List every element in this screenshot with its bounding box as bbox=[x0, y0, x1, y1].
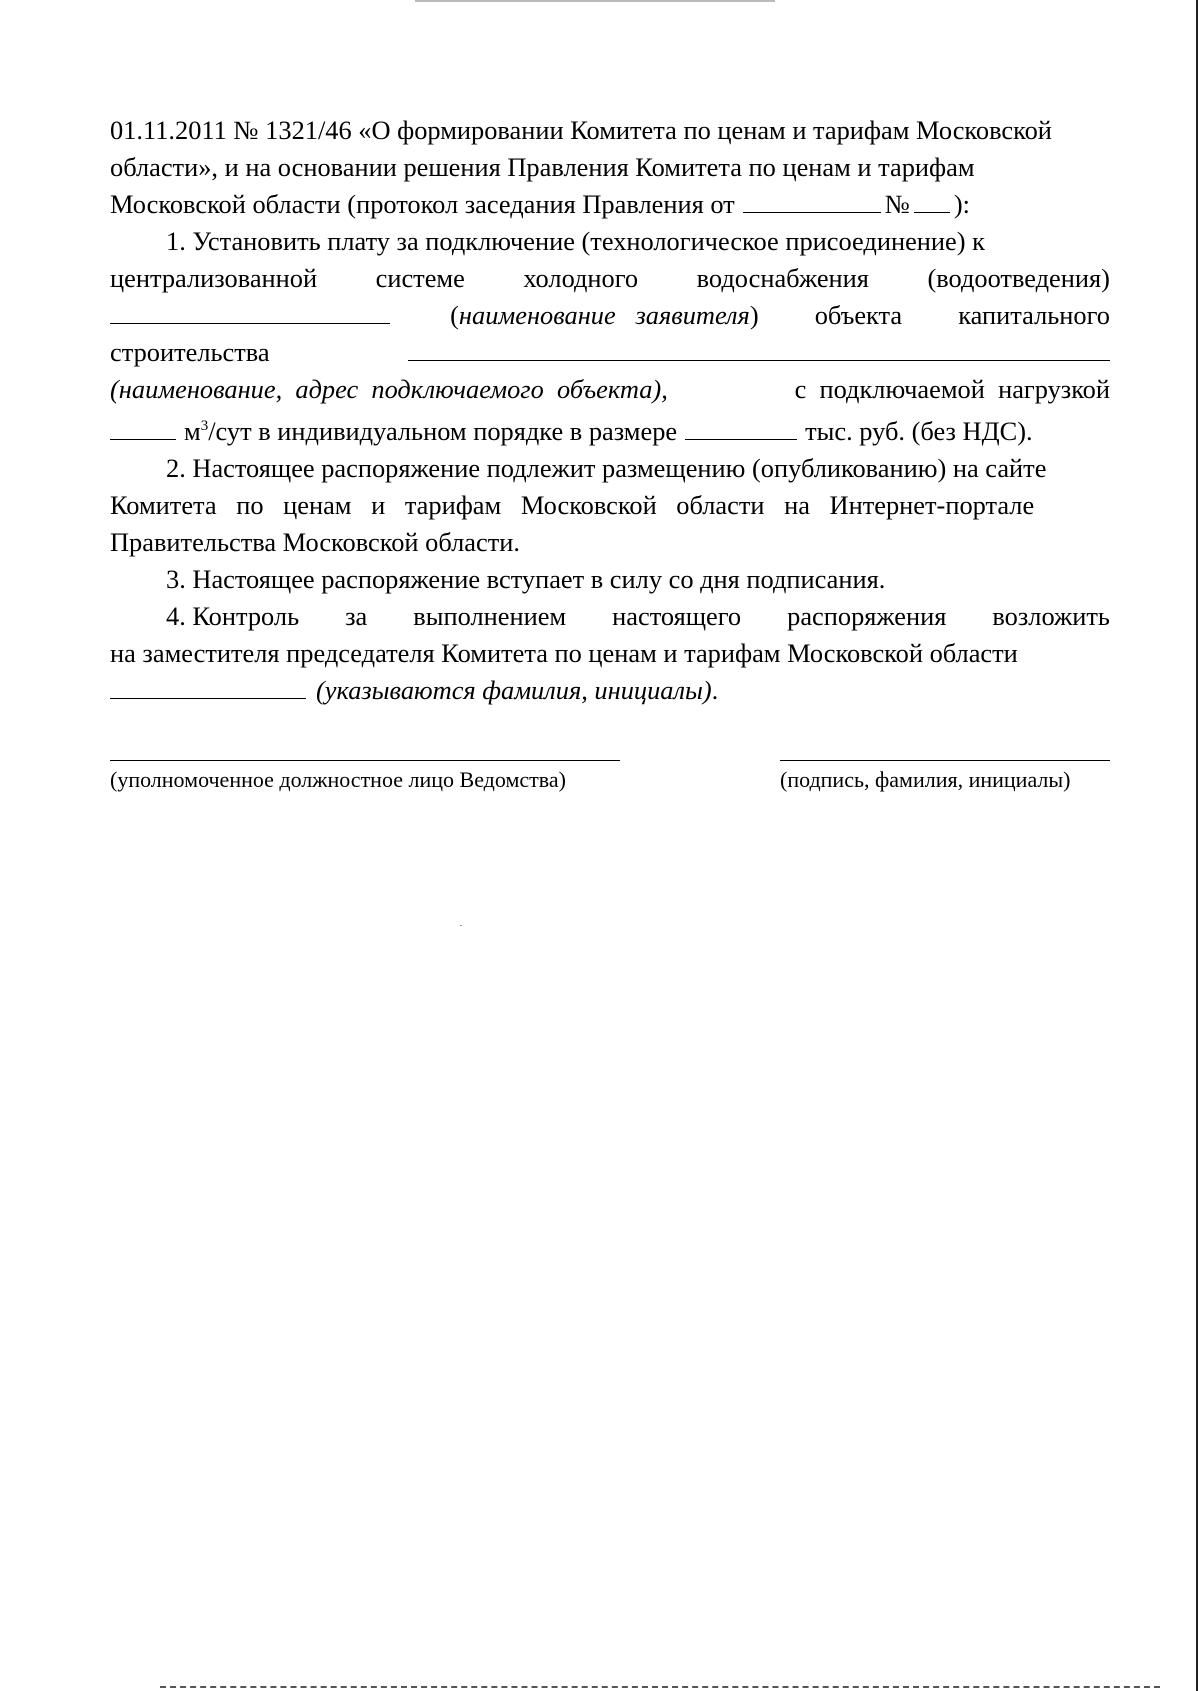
item2-line-2 bbox=[110, 487, 1110, 524]
item3-text-1: 3. Настоящее распоряжение вступает в силу со дня подписания. bbox=[166, 563, 886, 594]
item4-line-2 bbox=[110, 635, 1110, 672]
signature-name-line bbox=[780, 760, 1110, 761]
item1-word: системе bbox=[375, 263, 465, 293]
document-body bbox=[110, 112, 1110, 709]
item-4 bbox=[110, 598, 1110, 709]
item1-line-1 bbox=[110, 223, 1110, 260]
item2-text-3: Правительства Московской области. bbox=[110, 526, 520, 557]
fee-unit: тыс. руб. (без НДС). bbox=[805, 415, 1033, 446]
object-hint: (наименование, адрес подключаемого объекта), bbox=[110, 374, 668, 404]
signature-label: (подпись, фамилия, инициалы) bbox=[780, 767, 1071, 792]
item4-word: возложить bbox=[992, 600, 1110, 631]
item1-line-3 bbox=[110, 297, 1110, 334]
item4-word: настоящего bbox=[612, 600, 742, 631]
item2-text-2: Комитета по ценам и тарифам Московской области на Интернет-портале bbox=[110, 489, 1035, 520]
item2-line-1 bbox=[110, 450, 1110, 487]
applicant-hint: (наименование заявителя) bbox=[450, 300, 759, 330]
item-1 bbox=[110, 223, 1110, 450]
intro-text-2: области», и на основании решения Правления Комитета по ценам и тарифам bbox=[110, 152, 975, 182]
intro-paragraph bbox=[110, 112, 1110, 223]
scan-edge-top bbox=[415, 0, 775, 2]
scan-speck bbox=[460, 925, 462, 926]
item4-line-1 bbox=[110, 598, 1110, 635]
item4-text-2: на заместителя председателя Комитета по ценам и тарифам Московской области bbox=[110, 637, 1018, 668]
item1-word: холодного bbox=[523, 263, 639, 293]
deputy-name-blank bbox=[110, 697, 306, 699]
item1-word: водоснабжения bbox=[696, 263, 869, 293]
item2-text-1: 2. Настоящее распоряжение подлежит размещению (опубликованию) на сайте bbox=[166, 452, 1047, 483]
number-sign: № bbox=[884, 189, 910, 219]
item1-line-6 bbox=[110, 408, 1110, 450]
scan-edge-right bbox=[1196, 0, 1198, 1691]
signature-left bbox=[110, 760, 620, 793]
official-label: (уполномоченное должностное лицо Ведомства) bbox=[110, 767, 566, 792]
item1-word: капитального bbox=[958, 300, 1110, 330]
intro-line-3 bbox=[110, 186, 1110, 223]
item1-word: (водоотведения) bbox=[927, 263, 1110, 293]
item1-word: централизованной bbox=[110, 263, 318, 293]
item-3 bbox=[110, 561, 1110, 598]
deputy-hint: (указываются фамилия, инициалы) bbox=[316, 674, 712, 705]
object-address-blank bbox=[408, 359, 1110, 361]
item1-line-2 bbox=[110, 260, 1110, 297]
protocol-date-blank bbox=[743, 211, 881, 213]
official-signature-line bbox=[110, 760, 620, 761]
item1-line-4 bbox=[110, 334, 1110, 371]
unit-m3: $м^3$ bbox=[184, 415, 209, 446]
item4-word: за bbox=[345, 600, 368, 631]
period: . bbox=[711, 674, 719, 705]
protocol-number-blank bbox=[914, 211, 950, 213]
item4-word: распоряжения bbox=[787, 600, 947, 631]
applicant-name-blank bbox=[110, 322, 390, 324]
fee-label: /сут в индивидуальном порядке в размере bbox=[208, 415, 678, 446]
intro-text-3: Московской области (протокол заседания Правления от bbox=[110, 189, 735, 219]
item3-line-1 bbox=[110, 561, 1110, 598]
intro-text-1: 01.11.2011 № 1321/46 «О формировании Комитета по ценам и тарифам Московской bbox=[110, 115, 1052, 145]
scan-edge-bottom bbox=[160, 1685, 1160, 1688]
construction-label: строительства bbox=[110, 337, 270, 367]
item1-line-5 bbox=[110, 371, 1110, 408]
item4-word: 4. Контроль bbox=[166, 600, 300, 631]
fee-amount-blank bbox=[685, 438, 797, 440]
item-2 bbox=[110, 450, 1110, 561]
load-value-blank bbox=[110, 438, 176, 440]
item1-text-1: 1. Установить плату за подключение (технологическое присоединение) к bbox=[166, 226, 985, 256]
intro-line-1 bbox=[110, 112, 1110, 149]
signature-right bbox=[780, 760, 1110, 793]
item4-line-3 bbox=[110, 672, 1110, 709]
item1-word: объекта bbox=[814, 300, 903, 330]
item4-word: выполнением bbox=[413, 600, 567, 631]
load-label: с подключаемой нагрузкой bbox=[794, 374, 1110, 404]
intro-line-2 bbox=[110, 149, 1110, 186]
intro-closing: ): bbox=[953, 189, 971, 219]
item2-line-3 bbox=[110, 524, 1110, 561]
